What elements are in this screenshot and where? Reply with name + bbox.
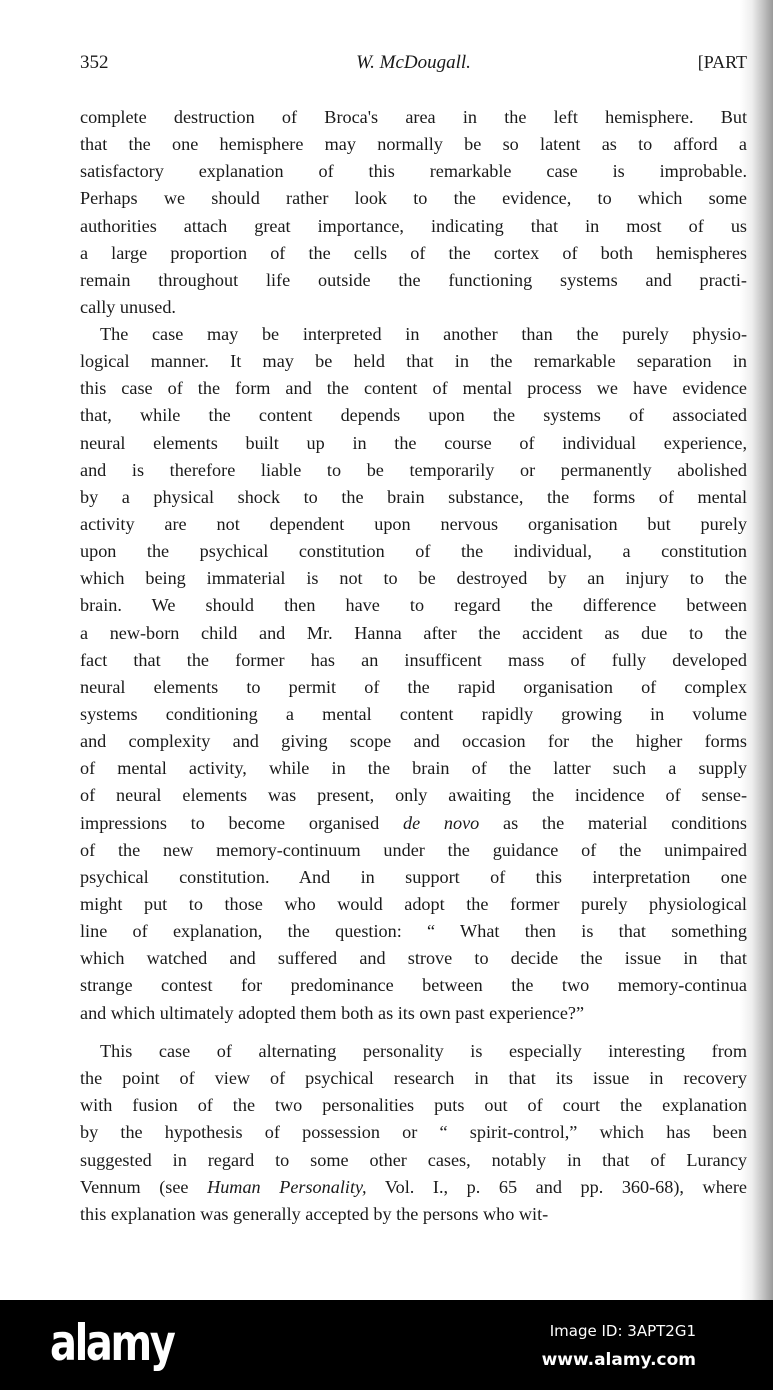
text-line: might put to those who would adopt the former purely physiological [80,893,747,914]
page-header [80,52,747,82]
text-line: by the hypothesis of possession or “ spirit-control,” which has been [80,1122,747,1143]
watermark-banner [0,1300,773,1390]
text-line: fact that the former has an insufficent mass of fully developed [80,649,747,670]
italic-title: Human Personality, [207,1176,367,1197]
page-number: 352 [80,52,109,73]
text-line: systems conditioning a mental content rapidly growing in volume [80,703,747,724]
text-line: with fusion of the two personalities puts out of court the explanation [80,1095,747,1116]
paragraph-1 [80,104,747,321]
text-line [80,810,747,837]
text-line: the point of view of psychical research in that its issue in recovery [80,1068,747,1089]
text-line: brain. We should then have to regard the difference between [80,595,747,616]
text-line: a new-born child and Mr. Hanna after the accident as due to the [80,622,747,643]
text-line: this case of the form and the content of mental process we have evidence [80,378,747,399]
text-line: cally unused. [80,296,176,317]
text-segment: impressions to become organised [80,812,403,833]
text-line: of mental activity, while in the brain of the latter such a supply [80,758,747,779]
text-line: activity are not dependent upon nervous organisation but purely [80,513,747,534]
paragraph-2 [80,321,747,1027]
text-line: suggested in regard to some other cases, notably in that of Lurancy [80,1149,747,1170]
text-line: remain throughout life outside the functioning systems and practi- [80,269,747,290]
text-line: complete destruction of Broca's area in the left hemisphere. But [80,107,747,127]
text-line: and complexity and giving scope and occasion for the higher forms [80,731,747,752]
text-line: of neural elements was present, only awaiting the incidence of sense- [80,785,747,806]
text-line: authorities attach great importance, indicating that in most of us [80,215,747,236]
text-line: of the new memory-continuum under the guidance of the unimpaired [80,839,747,860]
watermark-url: www.alamy.com [541,1350,696,1370]
text-line: satisfactory explanation of this remarkable case is improbable. [80,161,747,182]
text-line: which watched and suffered and strove to decide the issue in that [80,948,747,969]
text-line [80,1174,747,1201]
text-line: Perhaps we should rather look to the evidence, to which some [80,188,747,209]
text-line: which being immaterial is not to be destroyed by an injury to the [80,568,747,589]
italic-title: de novo [402,812,480,833]
text-line: neural elements built up in the course of individual experience, [80,432,747,453]
text-line: strange contest for predominance between the two memory-continua [80,975,747,996]
text-line: that, while the content depends upon the systems of associated [80,405,747,426]
text-line: psychical constitution. And in support of this interpretation one [80,866,747,887]
text-line: The case may be interpreted in another than the purely physio- [100,324,747,344]
section-marker: [PART [697,52,747,72]
text-line: upon the psychical constitution of the individual, a constitution [80,541,747,562]
text-segment: as the material conditions [479,812,747,833]
image-id: Image ID: 3APT2G1 [549,1322,696,1340]
text-line: and is therefore liable to be temporarily or permanently abolished [80,459,747,480]
paragraph-3 [80,1038,747,1228]
text-line: neural elements to permit of the rapid organisation of complex [80,676,747,697]
text-line: that the one hemisphere may normally be so latent as to afford a [80,134,747,155]
text-line: This case of alternating personality is especially interesting from [100,1041,747,1061]
alamy-logo: alamy [50,1314,174,1372]
running-title: W. McDougall. [356,52,471,73]
text-line: a large proportion of the cells of the cortex of both hemispheres [80,242,747,263]
text-segment: Vennum (see [80,1176,208,1197]
text-line: by a physical shock to the brain substance, the forms of mental [80,486,747,507]
text-line: logical manner. It may be held that in the remarkable separation in [80,351,747,372]
text-line: and which ultimately adopted them both as its own past experience?” [80,1002,585,1023]
text-line: line of explanation, the question: “ What then is that something [80,921,747,942]
text-segment: Vol. I., p. 65 and pp. 360-68), where [366,1176,747,1197]
text-line: this explanation was generally accepted by the persons who wit- [80,1203,549,1224]
